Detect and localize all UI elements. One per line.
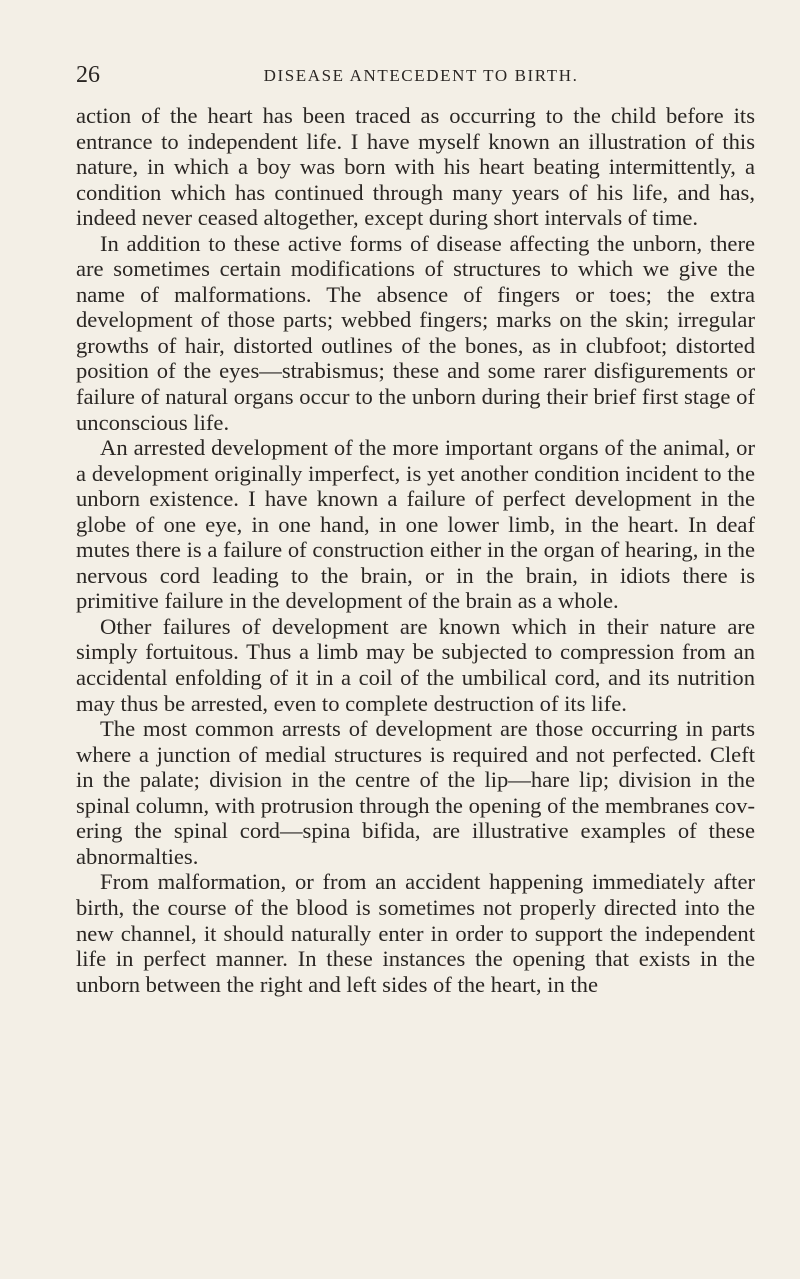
paragraph-malformations: In addition to these active forms of disease affecting the unborn, there are sometimes certain modifications of structures to which we give the name of malformations. The absence of fingers or toes; the extra development of those parts; webbed fingers; marks on the skin; irregular growths of hair, distorted outlines of the bones, as in clubfoot; distorted position of the eyes—strabismus; these and some rarer disfigurements or failure of natural organs occur to the unborn during their brief first stage of unconscious life.	[76, 230, 755, 435]
paragraph-fortuitous-failures: Other failures of development are known which in their nature are simply fortuitous. Thus a limb may be subjected to compression from an accidental enfolding of it in a coil of the umbilical cord, and its nutrition may thus be arrested, even to complete destruction of its life.	[76, 613, 755, 716]
running-head: DISEASE ANTECEDENT TO BIRTH.	[263, 66, 579, 85]
paragraph-common-arrests: The most common arrests of development are those occurring in parts where a junction of medial structures is required and not perfected. Cleft in the palate; division in the centre of the lip—hare lip; division in the spinal column, with protrusion through the opening of the membranes covering the spinal cord—spina bifida, are illustrative examples of these abnormalties.	[76, 716, 755, 869]
body-text	[76, 103, 755, 997]
paragraph-blood-course: From malformation, or from an accident happening immediately after birth, the course of the blood is sometimes not properly directed into the new channel, it should naturally enter in order to support the independent life in perfect manner. In these instances the opening that exists in the unborn between the right and left sides of the heart, in the	[76, 869, 755, 997]
page-header	[76, 62, 756, 88]
paragraph-arrested-development: An arrested development of the more important organs of the animal, or a development originally imperfect, is yet another condition incident to the unborn existence. I have known a failure of perfect development in the globe of one eye, in one hand, in one lower limb, in the heart. In deaf mutes there is a failure of construction either in the organ of hearing, in the nervous cord leading to the brain, or in the brain, in idiots there is primitive failure in the development of the brain as a whole.	[76, 435, 755, 614]
page-number: 26	[76, 62, 100, 88]
paragraph-continuation: action of the heart has been traced as occurring to the child before its entrance to independent life. I have myself known an illustration of this nature, in which a boy was born with his heart beating intermittently, a condition which has continued through many years of his life, and has, indeed never ceased altogether, except during short intervals of time.	[76, 103, 755, 231]
